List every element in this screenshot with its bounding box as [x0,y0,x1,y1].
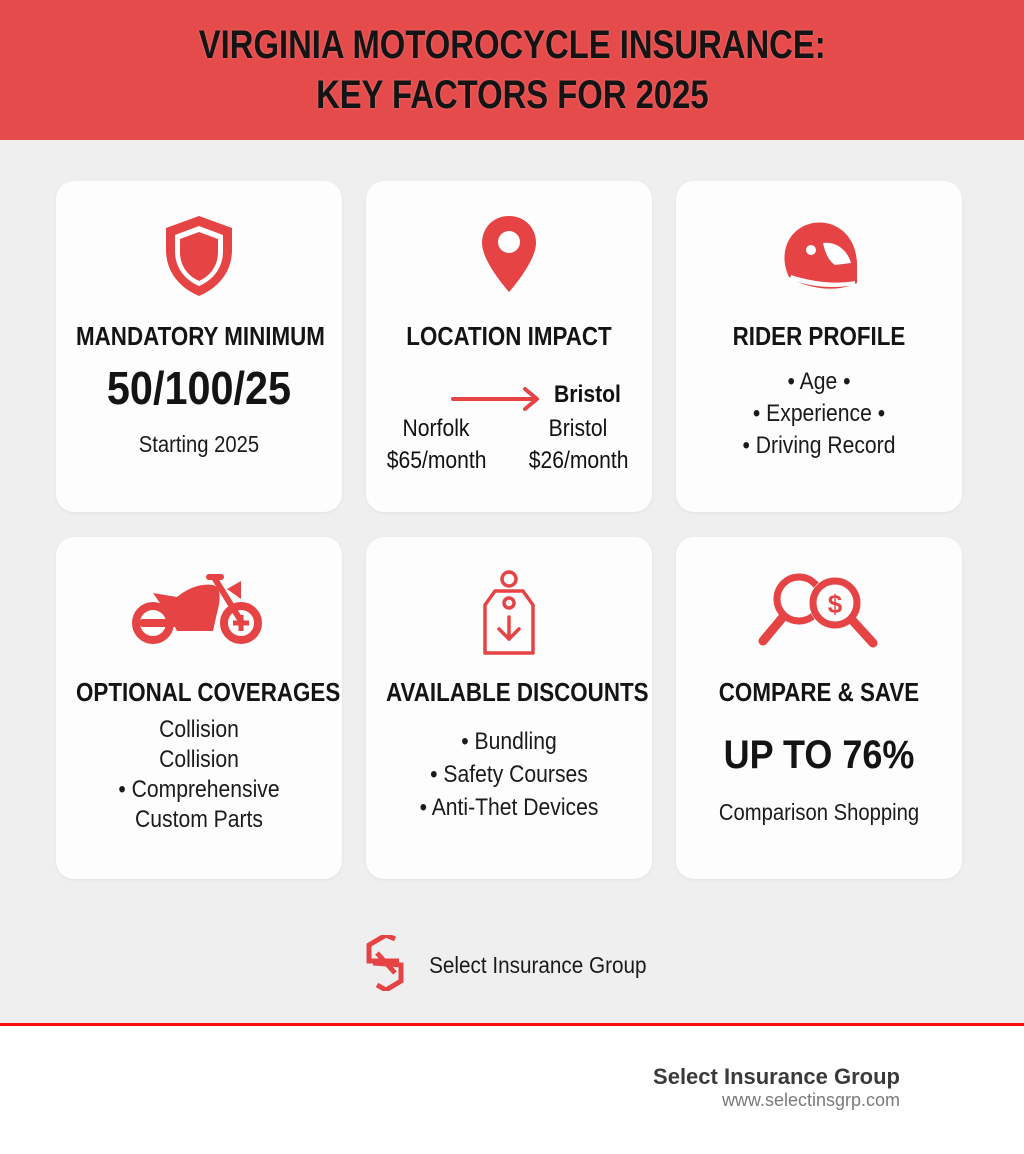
shield-icon [56,214,342,298]
card-title: AVAILABLE DISCOUNTS [386,677,649,707]
card-compare-save [676,537,962,879]
list-item: • Anti-Thet Devices [419,794,599,821]
destination-city: Bristol [554,381,621,408]
brand-name: Select Insurance Group [429,951,647,978]
card-optional-coverages [56,537,342,879]
brand-mark [0,930,1024,1000]
to-location [522,413,634,477]
helmet-icon [676,217,962,297]
page-title-line-2: KEY FACTORS FOR 2025 [315,73,709,117]
coverage-limits-value: 50/100/25 [106,362,292,414]
main-content [0,140,1024,1024]
to-city: Bristol [548,415,608,442]
card-subtitle: Comparison Shopping [718,799,920,825]
coverage-options-list [56,715,342,835]
card-location-impact [366,181,652,512]
footer [0,1026,1024,1154]
header-banner [0,0,1024,140]
card-title: LOCATION IMPACT [406,321,612,351]
motorcycle-plus-icon [56,573,342,647]
discounts-list [366,725,652,824]
from-price: $65/month [386,447,487,474]
footer-company-name: Select Insurance Group [653,1064,900,1089]
list-item: Collision [159,746,239,773]
page-title-line-1: VIRGINIA MOTOROCYCLE INSURANCE: [198,23,826,67]
select-logo-icon [365,935,407,996]
magnifier-dollar-icon [676,569,962,653]
list-item: Custom Parts [135,806,263,833]
list-item: • Comprehensive [118,776,280,803]
card-title: COMPARE & SAVE [718,677,920,707]
list-item: Collision [159,716,239,743]
list-item: • Bundling [461,728,557,755]
list-item: • Experience • [752,400,886,427]
card-available-discounts [366,537,652,879]
from-city: Norfolk [402,415,470,442]
card-title: RIDER PROFILE [732,321,906,351]
location-pin-icon [366,214,652,294]
card-subtitle: Starting 2025 [138,431,260,457]
card-rider-profile [676,181,962,512]
footer-website-link[interactable]: www.selectinsgrp.com [721,1090,900,1110]
card-title: OPTIONAL COVERAGES [76,677,341,707]
rider-factors-list [676,366,962,462]
card-title: MANDATORY MINIMUM [76,321,325,351]
to-price: $26/month [528,447,629,474]
from-location [380,413,492,477]
list-item: • Age • [787,368,851,395]
svg-text:$: $ [827,589,843,619]
list-item: • Driving Record [742,432,896,459]
card-mandatory-minimum [56,181,342,512]
savings-value: UP TO 76% [723,733,915,777]
list-item: • Safety Courses [430,761,588,788]
price-tag-down-icon [366,569,652,657]
